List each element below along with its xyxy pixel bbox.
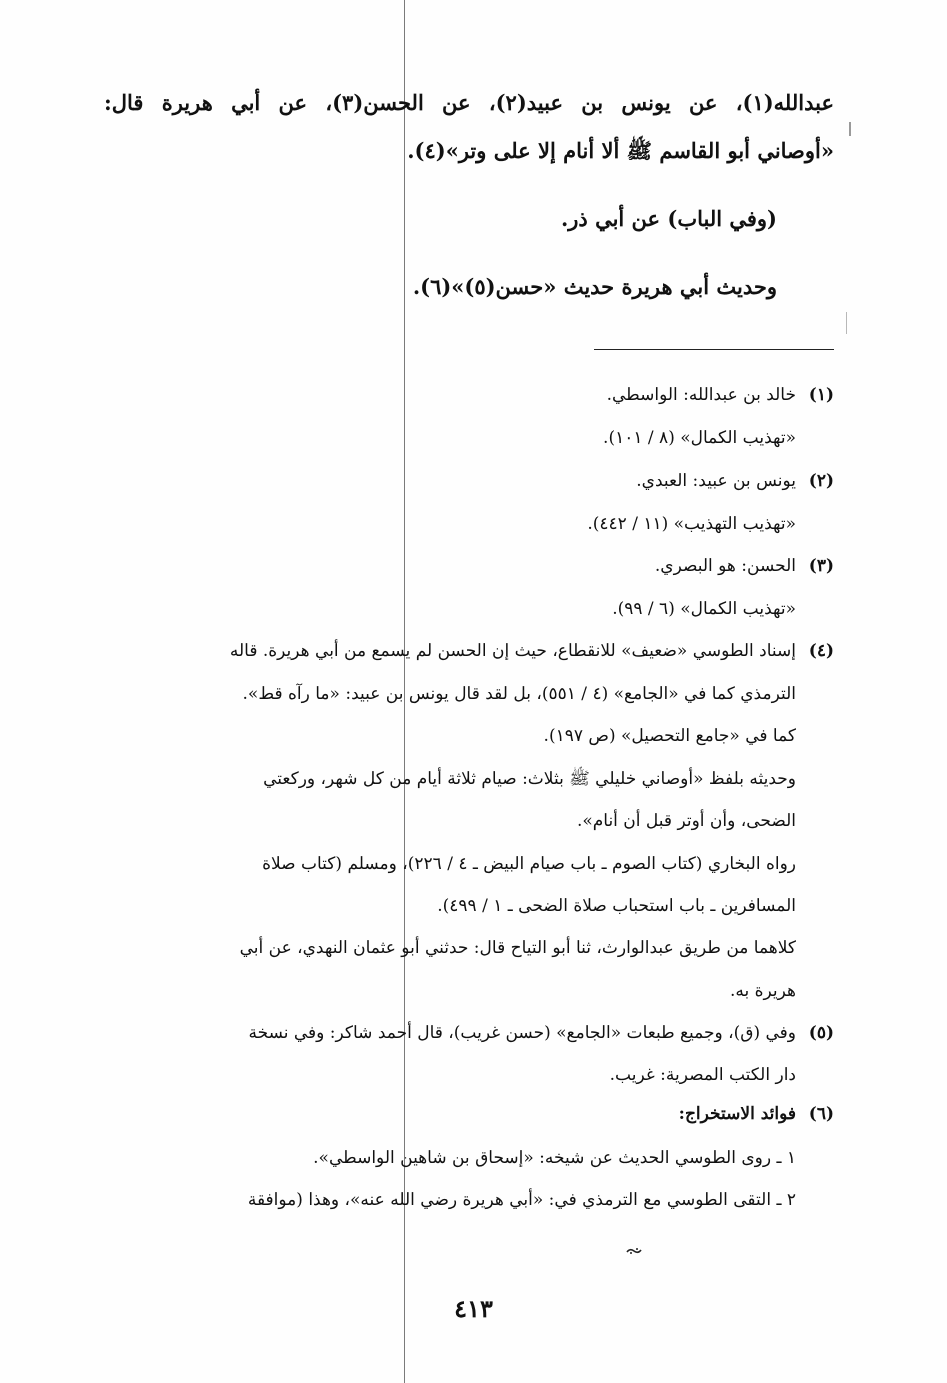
footnote-2: [109, 468, 834, 494]
footnote-3: [109, 553, 834, 579]
footnote-4-line-4: [109, 766, 834, 792]
footnote-heading: فوائد الاستخراج:: [678, 1104, 796, 1124]
footnote-2-source: [109, 511, 834, 537]
footnote-text: المسافرين ـ باب استحباب صلاة الضحى ـ ١ / ٤٩٩).: [437, 896, 796, 916]
main-text-line-1: عبدالله(١)، عن يونس بن عبيد(٢)، عن الحسن(٣)، عن أبي هريرة قال:: [104, 90, 835, 115]
footnote-text: كما في «جامع التحصيل» (ص ١٩٧).: [543, 726, 796, 746]
ornament-icon: [626, 1247, 642, 1255]
page-number: ٤١٣: [454, 1294, 493, 1323]
footnote-text: دار الكتب المصرية: غريب.: [609, 1065, 796, 1085]
scan-edge-mark: [846, 312, 847, 334]
footnote-text: الضحى، وأن أوتر قبل أن أنام».: [576, 811, 796, 831]
footnote-number: (٥): [808, 1023, 834, 1043]
footnote-text: «تهذيب الكمال» (٦ / ٩٩).: [612, 599, 796, 619]
footnote-6-item-2: [109, 1187, 834, 1213]
footnote-number: (٣): [808, 556, 834, 576]
scan-edge-mark: [849, 122, 851, 136]
footnote-text: رواه البخاري (كتاب الصوم ـ باب صيام البيض ـ ٤ / ٢٢٦)، ومسلم (كتاب صلاة: [262, 854, 796, 874]
footnote-text: يونس بن عبيد: العبدي.: [636, 471, 796, 491]
footnote-4-line-3: [109, 723, 834, 749]
footnote-text: «تهذيب التهذيب» (١١ / ٤٤٢).: [587, 514, 796, 534]
footnote-6: [109, 1101, 834, 1127]
footnote-4-line-6: [109, 851, 834, 877]
footnote-4-line-8: [109, 935, 834, 961]
footnote-text: الحسن: هو البصري.: [654, 556, 796, 576]
footnote-4-line-9: [109, 978, 834, 1004]
footnote-4-line-5: [109, 808, 834, 834]
footnote-text: ٢ ـ التقى الطوسي مع الترمذي في: «أبي هريرة رضي الله عنه»، وهذا (موافقة: [247, 1190, 796, 1210]
main-text-line-4: وحديث أبي هريرة حديث «حسن(٥)»(٦).: [412, 274, 777, 299]
footnote-4-line-2: [109, 681, 834, 707]
footnote-4: [109, 638, 834, 664]
footnote-text: إسناد الطوسي «ضعيف» للانقطاع، حيث إن الحسن لم يسمع من أبي هريرة. قاله: [229, 641, 796, 661]
footnote-text: «تهذيب الكمال» (٨ / ١٠١).: [603, 428, 796, 448]
footnote-text: كلاهما من طريق عبدالوارث، ثنا أبو التياح قال: حدثني أبو عثمان النهدي، عن أبي: [239, 938, 796, 958]
main-text-line-3: (وفي الباب) عن أبي ذر.: [560, 206, 777, 231]
footnote-text: الترمذي كما في «الجامع» (٤ / ٥٥١)، بل لقد قال يونس بن عبيد: «ما رآه قط».: [242, 684, 796, 704]
footnote-1-source: [109, 425, 834, 451]
footnote-6-item-1: [109, 1145, 834, 1171]
footnote-text: هريرة به.: [729, 981, 796, 1001]
footnote-5: [109, 1020, 834, 1046]
footnote-number: (١): [808, 385, 834, 405]
footnote-separator: [594, 349, 834, 350]
footnote-5-line-2: [109, 1062, 834, 1088]
footnote-text: وحديثه بلفظ «أوصاني خليلي ﷺ بثلاث: صيام ثلاثة أيام من كل شهر، وركعتي: [263, 769, 796, 789]
footnote-3-source: [109, 596, 834, 622]
main-text-line-2: «أوصاني أبو القاسم ﷺ ألا أنام إلا على وتر»(٤).: [407, 138, 834, 163]
footnote-1: [109, 382, 834, 408]
footnote-number: (٤): [808, 641, 834, 661]
footnote-text: خالد بن عبدالله: الواسطي.: [606, 385, 796, 405]
footnote-number: (٦): [808, 1104, 834, 1124]
footnote-number: (٢): [808, 471, 834, 491]
footnote-text: وفي (ق)، وجميع طبعات «الجامع» (حسن غريب)، قال أحمد شاكر: وفي نسخة: [248, 1023, 796, 1043]
footnote-text: ١ ـ روى الطوسي الحديث عن شيخه: «إسحاق بن شاهين الواسطي».: [313, 1148, 796, 1168]
footnote-4-line-7: [109, 893, 834, 919]
